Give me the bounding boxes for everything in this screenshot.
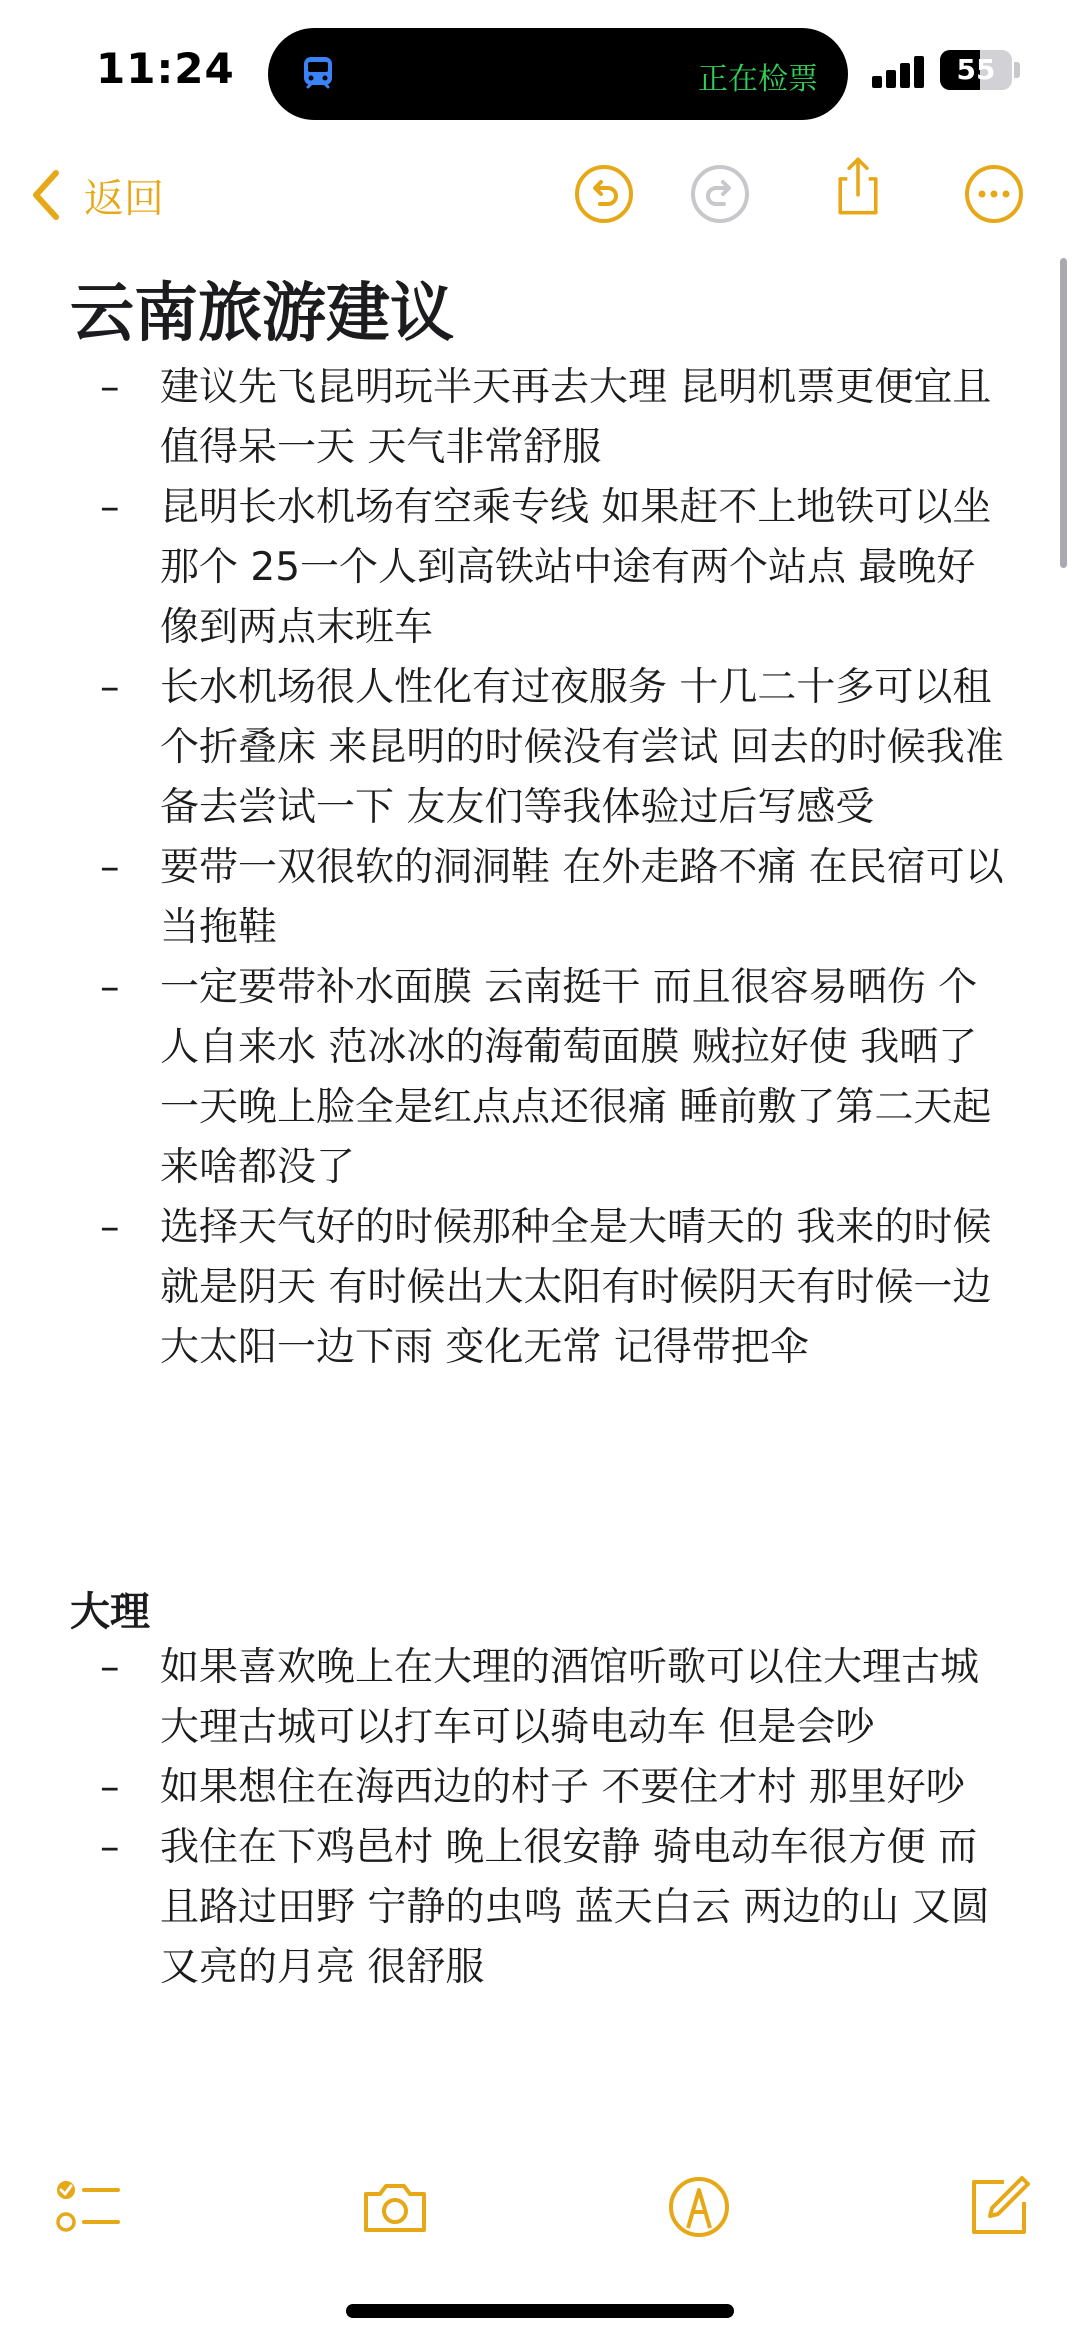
home-indicator[interactable] bbox=[346, 2304, 734, 2318]
cellular-signal-icon bbox=[872, 56, 926, 88]
list-item bbox=[0, 658, 1080, 838]
bullet-dash: – bbox=[100, 665, 120, 710]
note-toolbar bbox=[0, 150, 1080, 250]
bullet-dash: – bbox=[100, 485, 120, 530]
undo-icon[interactable] bbox=[572, 162, 636, 226]
list-item-text: 我住在下鸡邑村 晚上很安静 骑电动车很方便 而且路过田野 宁静的虫鸣 蓝天白云 两边的山 又圆又亮的月亮 很舒服 bbox=[160, 1825, 990, 1990]
bullet-dash: – bbox=[100, 1205, 120, 1250]
more-icon[interactable] bbox=[962, 162, 1026, 226]
dynamic-island[interactable] bbox=[268, 28, 848, 120]
list-item-text: 要带一双很软的洞洞鞋 在外走路不痛 在民宿可以当拖鞋 bbox=[160, 845, 1004, 950]
bullet-dash: – bbox=[100, 365, 120, 410]
list-item-text: 长水机场很人性化有过夜服务 十几二十多可以租个折叠床 来昆明的时候没有尝试 回去的时候我准备去尝试一下 友友们等我体验过后写感受 bbox=[160, 665, 1004, 830]
status-bar bbox=[0, 0, 1080, 130]
list-item-text: 昆明长水机场有空乘专线 如果赶不上地铁可以坐那个 25一个人到高铁站中途有两个站点 最晚好像到两点末班车 bbox=[160, 485, 992, 650]
list-item-text: 建议先飞昆明玩半天再去大理 昆明机票更便宜且值得呆一天 天气非常舒服 bbox=[160, 365, 992, 470]
live-activity-text: 正在检票 bbox=[698, 62, 818, 97]
markup-icon[interactable] bbox=[664, 2172, 734, 2242]
dali-list bbox=[0, 1638, 1080, 1998]
note-body[interactable] bbox=[0, 250, 1080, 2130]
list-item-text: 选择天气好的时候那种全是大晴天的 我来的时候就是阴天 有时候出大太阳有时候阴天有时候一边大太阳一边下雨 变化无常 记得带把伞 bbox=[160, 1205, 992, 1370]
section-heading: 大理 bbox=[70, 1589, 150, 1635]
list-item bbox=[0, 838, 1080, 958]
bullet-dash: – bbox=[100, 1765, 120, 1810]
list-item-text: 一定要带补水面膜 云南挺干 而且很容易晒伤 个人自来水 范冰冰的海葡萄面膜 贼拉好使 我晒了一天晚上脸全是红点点还很痛 睡前敷了第二天起来啥都没了 bbox=[160, 965, 992, 1190]
list-item bbox=[0, 358, 1080, 478]
back-label: 返回 bbox=[84, 175, 164, 222]
scroll-indicator[interactable] bbox=[1060, 258, 1067, 568]
list-item bbox=[0, 1198, 1080, 1378]
bullet-dash: – bbox=[100, 1645, 120, 1690]
list-item bbox=[0, 478, 1080, 658]
list-item bbox=[0, 1638, 1080, 1758]
list-item-text: 如果想住在海西边的村子 不要住才村 那里好吵 bbox=[160, 1765, 965, 1810]
chevron-left-icon bbox=[28, 167, 64, 223]
list-item-text: 如果喜欢晚上在大理的酒馆听歌可以住大理古城 大理古城可以打车可以骑电动车 但是会吵 bbox=[160, 1645, 980, 1750]
bullet-dash: – bbox=[100, 965, 120, 1010]
camera-icon[interactable] bbox=[360, 2172, 430, 2242]
metro-train-icon bbox=[298, 54, 338, 94]
tips-list bbox=[0, 358, 1080, 1378]
bullet-dash: – bbox=[100, 1825, 120, 1870]
checklist-icon[interactable] bbox=[54, 2172, 124, 2242]
note-title: 云南旅游建议 bbox=[70, 277, 454, 351]
status-time: 11:24 bbox=[96, 44, 235, 93]
battery-icon bbox=[940, 50, 1012, 90]
list-item bbox=[0, 1758, 1080, 1818]
share-icon[interactable] bbox=[826, 154, 890, 218]
bullet-dash: – bbox=[100, 845, 120, 890]
list-item bbox=[0, 958, 1080, 1198]
list-item bbox=[0, 1818, 1080, 1998]
compose-icon[interactable] bbox=[964, 2172, 1034, 2242]
battery-percentage: 55 bbox=[956, 53, 996, 86]
battery-tip bbox=[1014, 62, 1020, 78]
redo-icon[interactable] bbox=[688, 162, 752, 226]
back-button[interactable] bbox=[28, 160, 164, 230]
